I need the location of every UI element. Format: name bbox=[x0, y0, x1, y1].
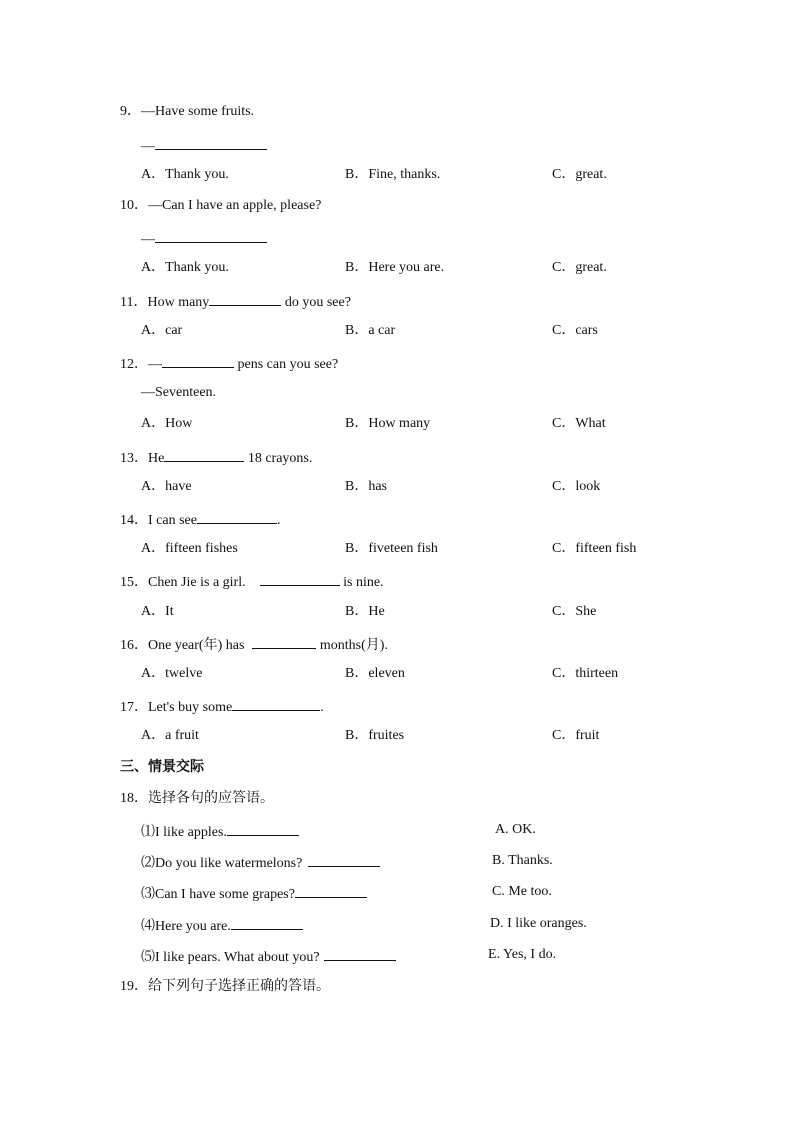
question-15-stem: 15．Chen Jie is a girl. is nine. bbox=[120, 571, 384, 592]
option-c[interactable]: C．fruit bbox=[552, 728, 600, 743]
answer-blank[interactable] bbox=[162, 353, 234, 368]
option-b[interactable]: B．Fine, thanks. bbox=[345, 167, 441, 182]
option-b[interactable]: B．a car bbox=[345, 323, 396, 338]
question-text: —Have some fruits. bbox=[141, 104, 255, 119]
option-c[interactable]: C．What bbox=[552, 416, 606, 431]
question-12-reply: —Seventeen. bbox=[141, 385, 217, 400]
matching-item: ⑷Here you are. bbox=[141, 915, 303, 936]
option-a[interactable]: A．fifteen fishes bbox=[141, 541, 238, 556]
option-a[interactable]: A．Thank you. bbox=[141, 260, 229, 275]
option-a[interactable]: A．How bbox=[141, 416, 193, 431]
answer-blank[interactable] bbox=[308, 852, 380, 867]
answer-line: — bbox=[141, 228, 267, 249]
option-b[interactable]: B．He bbox=[345, 604, 385, 619]
answer-blank[interactable] bbox=[260, 571, 340, 586]
question-12-stem: 12．— pens can you see? bbox=[120, 353, 338, 374]
section-heading: 三、情景交际 bbox=[120, 759, 204, 775]
answer-blank[interactable] bbox=[232, 696, 320, 711]
answer-blank[interactable] bbox=[209, 291, 281, 306]
question-13-stem: 13．He 18 crayons. bbox=[120, 447, 312, 468]
matching-answer: A. OK. bbox=[495, 822, 536, 837]
matching-answer: B. Thanks. bbox=[492, 853, 553, 868]
matching-answer: E. Yes, I do. bbox=[488, 947, 557, 962]
option-a[interactable]: A．a fruit bbox=[141, 728, 199, 743]
option-b[interactable]: B．How many bbox=[345, 416, 431, 431]
answer-line: — bbox=[141, 135, 267, 156]
question-10-stem: 10．—Can I have an apple, please? bbox=[120, 198, 322, 213]
matching-answer: D. I like oranges. bbox=[490, 916, 587, 931]
question-16-stem: 16．One year(年) has months(月). bbox=[120, 634, 388, 655]
answer-blank[interactable] bbox=[324, 946, 396, 961]
matching-item: ⑶Can I have some grapes? bbox=[141, 883, 367, 904]
matching-answer: C. Me too. bbox=[492, 884, 552, 899]
option-b[interactable]: B．has bbox=[345, 479, 387, 494]
question-number: 9． bbox=[120, 104, 141, 119]
matching-item: ⑸I like pears. What about you? bbox=[141, 946, 396, 967]
question-19-stem: 19．给下列句子选择正确的答语。 bbox=[120, 978, 330, 994]
option-a[interactable]: A．It bbox=[141, 604, 174, 619]
option-b[interactable]: B．Here you are. bbox=[345, 260, 445, 275]
answer-blank[interactable] bbox=[164, 447, 244, 462]
answer-blank[interactable] bbox=[197, 509, 277, 524]
question-11-stem: 11．How many do you see? bbox=[120, 291, 351, 312]
answer-blank[interactable] bbox=[231, 915, 303, 930]
option-c[interactable]: C．great. bbox=[552, 167, 607, 182]
option-b[interactable]: B．fiveteen fish bbox=[345, 541, 438, 556]
question-14-stem: 14．I can see . bbox=[120, 509, 280, 530]
option-b[interactable]: B．eleven bbox=[345, 666, 405, 681]
answer-blank[interactable] bbox=[155, 228, 267, 243]
option-c[interactable]: C．She bbox=[552, 604, 597, 619]
option-a[interactable]: A．twelve bbox=[141, 666, 203, 681]
matching-item: ⑴I like apples. bbox=[141, 821, 299, 842]
option-c[interactable]: C．look bbox=[552, 479, 601, 494]
answer-blank[interactable] bbox=[295, 883, 367, 898]
matching-item: ⑵Do you like watermelons? bbox=[141, 852, 380, 873]
option-b[interactable]: B．fruites bbox=[345, 728, 405, 743]
option-a[interactable]: A．have bbox=[141, 479, 192, 494]
option-c[interactable]: C．cars bbox=[552, 323, 598, 338]
option-a[interactable]: A．car bbox=[141, 323, 183, 338]
answer-blank[interactable] bbox=[227, 821, 299, 836]
option-a[interactable]: A．Thank you. bbox=[141, 167, 229, 182]
question-17-stem: 17．Let's buy some . bbox=[120, 696, 324, 717]
answer-blank[interactable] bbox=[252, 634, 316, 649]
question-9-stem bbox=[120, 103, 254, 121]
answer-blank[interactable] bbox=[155, 135, 267, 150]
option-c[interactable]: C．thirteen bbox=[552, 666, 619, 681]
option-c[interactable]: C．great. bbox=[552, 260, 607, 275]
question-18-stem: 18．选择各句的应答语。 bbox=[120, 790, 274, 806]
option-c[interactable]: C．fifteen fish bbox=[552, 541, 637, 556]
